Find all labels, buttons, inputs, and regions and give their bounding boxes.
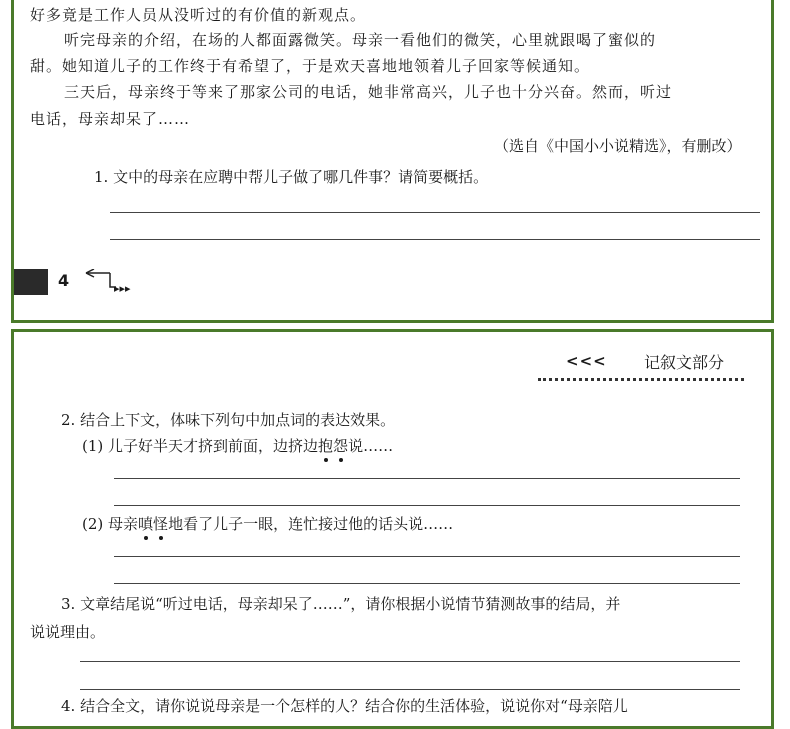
answer-line[interactable] (110, 239, 760, 240)
answer-line[interactable] (80, 661, 740, 662)
section-divider (538, 378, 744, 381)
page-5-panel (11, 329, 774, 729)
question-2: 2. 结合上下文，体味下列句中加点词的表达效果。 (61, 411, 396, 429)
story-line-1: 好多竟是工作人员从没听过的有价值的新观点。 (30, 6, 367, 24)
source-citation: （选自《中国小小说精选》，有删改） (494, 137, 742, 155)
emphasized-char: 抱 (318, 437, 334, 455)
answer-line[interactable] (110, 212, 760, 213)
section-chevrons: <<< (566, 352, 607, 370)
page-number: 4 (58, 271, 70, 290)
question-4: 4. 结合全文，请你说说母亲是一个怎样的人？结合你的生活体验，说说你对“母亲陪儿 (61, 697, 628, 715)
q2-item-1-prefix: (1) 儿子好半天才挤到前面，边挤边 (82, 437, 319, 455)
emphasized-char: 嗔 (138, 515, 154, 533)
answer-line[interactable] (80, 689, 740, 690)
story-line-2: 听完母亲的介绍，在场的人都面露微笑。母亲一看他们的微笑，心里就跟喝了蜜似的 (64, 31, 657, 49)
q2-item-2-suffix: 地看了儿子一眼，连忙接过他的话头说…… (168, 515, 454, 533)
q2-item-2 (82, 514, 453, 534)
answer-line[interactable] (114, 556, 740, 557)
story-line-5: 电话，母亲却呆了…… (30, 110, 191, 128)
q2-item-1-suffix: 说…… (348, 437, 394, 455)
answer-line[interactable] (114, 478, 740, 479)
page-4-panel (11, 0, 774, 323)
answer-line[interactable] (114, 583, 740, 584)
emphasized-char: 怪 (153, 515, 169, 533)
arrow-glyphs: ▸▸▸ (114, 282, 131, 295)
question-3-line-1: 3. 文章结尾说“听过电话，母亲却呆了……”，请你根据小说情节猜测故事的结局，并 (61, 595, 621, 613)
page-tab-marker (14, 269, 48, 295)
question-1: 1. 文中的母亲在应聘中帮儿子做了哪几件事？请简要概括。 (94, 168, 489, 186)
q2-item-1 (82, 436, 393, 456)
section-title: 记叙文部分 (644, 353, 725, 372)
story-line-3: 甜。她知道儿子的工作终于有希望了，于是欢天喜地地领着儿子回家等候通知。 (30, 57, 591, 75)
story-line-4: 三天后，母亲终于等来了那家公司的电话，她非常高兴，儿子也十分兴奋。然而，听过 (64, 83, 673, 101)
question-3-line-2: 说说理由。 (30, 623, 106, 641)
answer-line[interactable] (114, 505, 740, 506)
emphasized-char: 怨 (333, 437, 349, 455)
q2-item-2-prefix: (2) 母亲 (82, 515, 139, 533)
